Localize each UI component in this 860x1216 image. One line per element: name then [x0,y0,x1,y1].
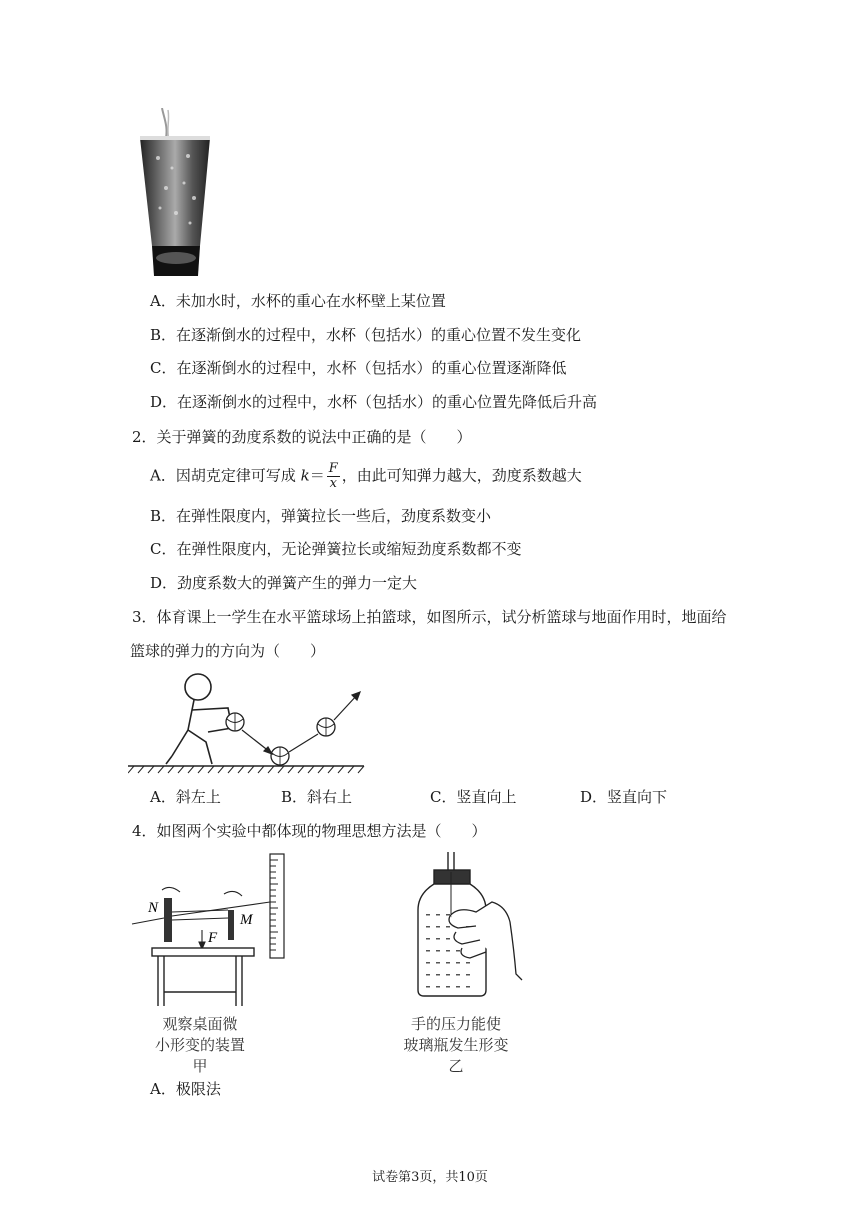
formula-fraction [327,462,340,491]
figure-yi-caption [386,1014,526,1077]
label-n: N [148,900,159,916]
caption-jia-line2: 小形变的装置 [154,1036,245,1054]
basketball-figure [128,670,370,776]
bottle-squeeze-figure [410,850,530,1000]
q1-option-b: B．在逐渐倒水的过程中，水杯（包括水）的重心位置不发生变化 [150,326,582,344]
label-f: F [208,930,218,946]
formula-eq: ＝ [309,466,325,485]
q1-option-a: A．未加水时，水杯的重心在水杯壁上某位置 [150,292,446,310]
caption-yi-line3: 乙 [448,1057,464,1075]
figure-jia-caption [130,1014,270,1077]
q2-stem: 2．关于弹簧的劲度系数的说法中正确的是（ ） [132,428,472,446]
caption-yi-line2: 玻璃瓶发生形变 [403,1036,509,1054]
q3-option-b: B．斜右上 [281,788,353,806]
q2-option-d: D．劲度系数大的弹簧产生的弹力一定大 [150,574,418,592]
q3-stem-line2: 篮球的弹力的方向为（ ） [130,642,326,660]
water-glass-figure [138,108,214,276]
table-deformation-figure [130,852,290,1012]
q1-option-c: C．在逐渐倒水的过程中，水杯（包括水）的重心位置逐渐降低 [150,359,567,377]
caption-jia-line1: 观察桌面微 [162,1015,238,1033]
q3-option-d: D．竖直向下 [580,788,668,806]
q2-option-a-suffix: ，由此可知弹力越大，劲度系数越大 [341,466,582,485]
q2-option-a-prefix: A．因胡克定律可写成 [150,466,296,485]
q3-option-a: A．斜左上 [150,788,221,806]
fraction-denominator: x [329,476,337,491]
q3-stem-line1: 3．体育课上一学生在水平篮球场上拍篮球，如图所示，试分析篮球与地面作用时，地面给 [132,608,727,626]
caption-yi-line1: 手的压力能使 [410,1015,501,1033]
q3-option-c: C．竖直向上 [430,788,517,806]
formula-k: k [300,466,310,485]
q2-option-a [150,462,582,491]
page-footer: 试卷第3页，共10页 [372,1170,488,1185]
label-m: M [240,912,253,928]
caption-jia-line3: 甲 [192,1057,208,1075]
q2-option-c: C．在弹性限度内，无论弹簧拉长或缩短劲度系数都不变 [150,540,522,558]
q4-stem: 4．如图两个实验中都体现的物理思想方法是（ ） [132,822,487,840]
fraction-numerator: F [328,461,338,476]
q2-option-b: B．在弹性限度内，弹簧拉长一些后，劲度系数变小 [150,507,492,525]
q1-option-d: D．在逐渐倒水的过程中，水杯（包括水）的重心位置先降低后升高 [150,393,598,411]
q4-option-a: A．极限法 [150,1080,221,1098]
